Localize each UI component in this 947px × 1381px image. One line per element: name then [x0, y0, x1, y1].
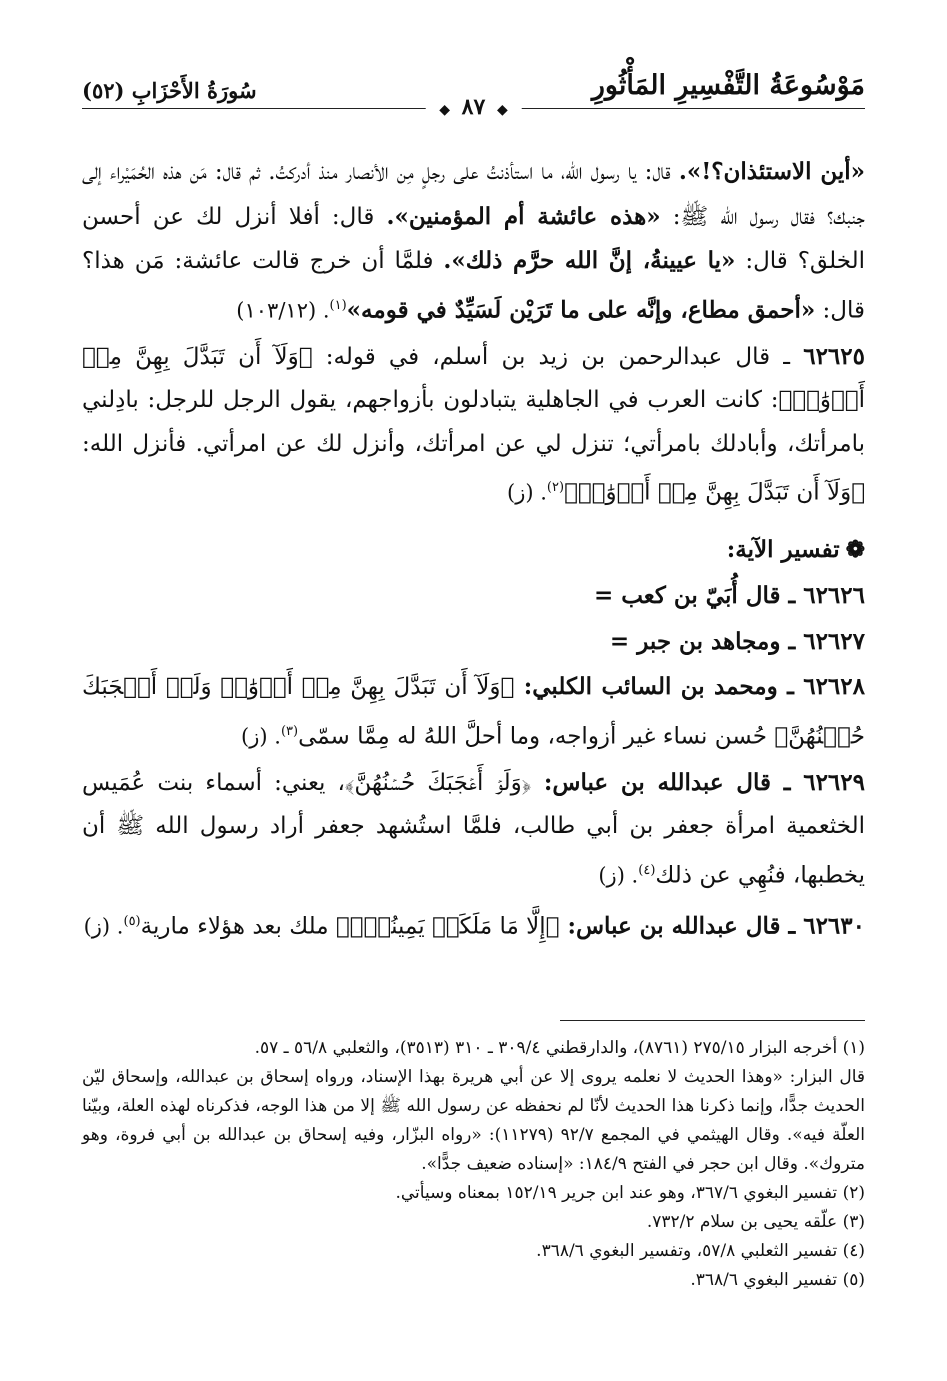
narration-number: ٦٢٦٣٠: [803, 912, 865, 940]
ornament-icon: ◆: [496, 102, 508, 118]
hadith-quote: «أحمق مطاع، وإنَّه على ما تَرَيْن لَسَيِّدٌ في قومه»: [346, 296, 816, 324]
footnotes: [82, 1034, 865, 1295]
reference: . (ز): [241, 724, 281, 749]
hadith-quote: «أين الاستئذان؟!».: [678, 158, 865, 185]
page-number: ٨٧: [461, 94, 486, 120]
footnote-separator: [560, 1020, 865, 1021]
paragraph-continuation: [82, 150, 865, 333]
footnote-marker: (٢): [546, 480, 565, 496]
footnote-1-continued: قال البزار: «وهذا الحديث لا نعلمه يروى إلا عن أبي هريرة بهذا الإسناد، ورواه إسحاق بن عبدالله، وإسحاق ليّن الحديث جدًّا، وإنما ذكرنا هذا الحديث لأنّا لم نحفظه عن رسول الله ﷺ إلا من هذا الوجه، فذكرناه لهذه العلة، وبيّنا العلّة فيه». وقال الهيثمي في المجمع ٩٢/٧ (١١٢٧٩): «رواه البزّار، وفيه إسحاق بن عبدالله بن أبي فروة، وهو متروك». وقال ابن حجر في الفتح ١٨٤/٩: «إسناده ضعيف جدًّا».: [82, 1067, 865, 1174]
footnote-marker: (١): [329, 297, 347, 313]
surah-title: سُورَةُ الأَحْزَابِ (٥٢): [82, 78, 257, 103]
hadith-quote: «يا عيينةُ، إنَّ الله حرَّم ذلك».: [443, 247, 736, 274]
narration-62626: ٦٢٦٢٦ ـ قال أُبَيّ بن كعب =: [593, 582, 865, 610]
quran-verse: ﴿وَلَآ أَن تَبَدَّلَ بِهِنَّ مِنۡ أَزۡوَٰجٖ﴾: [82, 343, 865, 414]
quran-verse: ﴿وَلَوۡ أَعۡجَبَكَ حُسۡنُهُنَّ﴾: [344, 769, 532, 796]
narration-text: : كانت العرب في الجاهلية يتبادلون بأزواجهم، يقول الرجل للرجل: بادِلني بامرأتك، وأبادلك بامرأتي؛ تنزل لي عن امرأتك، وأنزل لك عن امرأتي. فأنزل الله:: [82, 387, 865, 457]
flower-icon: ❁: [845, 536, 865, 564]
quran-verse: ﴿وَلَآ أَن تَبَدَّلَ بِهِنَّ مِنۡ أَزۡوَٰجٖ﴾: [564, 479, 865, 506]
quran-verse: ﴿وَلَآ أَن تَبَدَّلَ بِهِنَّ مِنۡ أَزۡوَٰجٖ وَلَوۡ أَعۡجَبَكَ حُسۡنُهُنَّ﴾: [82, 674, 865, 750]
ornament-icon: ◆: [439, 102, 451, 118]
narration-text: ملك بعد هؤلاء مارية: [140, 913, 336, 940]
footnote-marker: (٤): [638, 862, 656, 878]
narration-62630: [82, 900, 865, 949]
narration-number: ٦٢٦٢٩: [803, 768, 865, 796]
narration-text: قال: يا رسول الله، ما استأذنتُ على رجلٍ مِن الأنصار منذ أدركتُ. ثم قال: مَن هذه الحُمَيْراء إلى جنبك؟ فقال رسول الله ﷺ:: [82, 159, 865, 230]
reference: . (ز): [83, 914, 124, 939]
narration-text: فلمَّا أن خرج قالت عائشة: مَن هذا؟ قال:: [82, 248, 865, 324]
hadith-quote: «هذه عائشة أم المؤمنين».: [386, 202, 661, 230]
page-body: [82, 150, 865, 949]
footnote-marker: (٣): [280, 723, 299, 739]
narration-text: ، يعني: أسماء بنت عُمَيس الخثعمية امرأة جعفر بن أبي طالب، فلمَّا استُشهد جعفر أراد رسول الله ﷺ أن يخطبها، فنُهِي عن ذلك: [82, 769, 865, 889]
reference: . (١٠٣/١٢): [236, 298, 330, 323]
book-title: مَوْسُوعَةُ التَّفْسِيرِ المَأْثُورِ: [591, 70, 865, 101]
narration-number: ٦٢٦٢٥: [803, 342, 865, 370]
section-title: تفسير الآية:: [726, 536, 840, 564]
narration-62625: [82, 335, 865, 516]
narration-number: ٦٢٦٢٨: [803, 673, 865, 701]
narrator-name: ـ قال عبدالله بن عباس:: [559, 912, 804, 940]
reference: . (ز): [507, 480, 547, 505]
narration-text: قال: أفلا أنزل لك عن أحسن الخلق؟ قال:: [82, 203, 865, 274]
page-number-box: [425, 94, 522, 120]
narration-62627: ٦٢٦٢٧ ـ ومجاهد بن جبر =: [609, 628, 865, 656]
footnote-5: (٥) تفسير البغوي ٣٦٨/٦.: [690, 1270, 865, 1290]
narrator-name: ـ ومحمد بن السائب الكلبي:: [514, 673, 804, 701]
narration-text: حُسن نساء غير أزواجه، وما أحلَّ اللهُ له مِمَّا سمّى: [298, 723, 775, 750]
footnote-4: (٤) تفسير الثعلبي ٥٧/٨، وتفسير البغوي ٣٦٨/٦.: [536, 1241, 865, 1261]
section-heading: [82, 527, 865, 573]
page-header: [82, 70, 865, 120]
footnote-1: (١) أخرجه البزار ٢٧٥/١٥ (٨٧٦١)، والدارقطني ٣٠٩/٤ ـ ٣١٠ (٣٥١٣)، والثعلبي ٥٦/٨ ـ ٥٧.: [254, 1038, 865, 1058]
reference: . (ز): [598, 863, 639, 888]
quran-verse: ﴿إِلَّا مَا مَلَكَتۡ يَمِينُكَۗ﴾: [335, 913, 560, 940]
narration-text: ـ قال عبدالرحمن بن زيد بن أسلم، في قوله:: [312, 343, 804, 370]
narrator-name: ـ قال عبدالله بن عباس:: [531, 768, 804, 796]
footnote-3: (٣) علّقه يحيى بن سلام ٧٣٢/٢.: [646, 1212, 865, 1232]
footnote-2: (٢) تفسير البغوي ٣٦٧/٦، وهو عند ابن جرير ١٥٢/١٩ بمعناه وسيأتي.: [395, 1183, 865, 1203]
footnote-marker: (٥): [123, 914, 141, 930]
narration-62628: [82, 665, 865, 759]
narration-62629: [82, 761, 865, 898]
